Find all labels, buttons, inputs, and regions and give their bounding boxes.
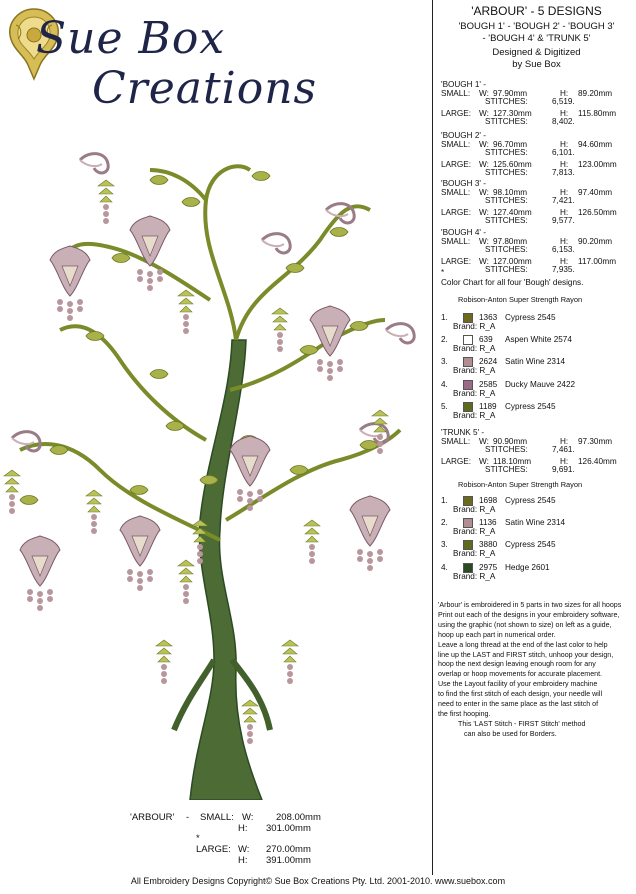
instruction-line: using the graphic (not shown to size) on left as a guide,	[438, 620, 612, 629]
bough-color-code: 2585	[479, 379, 498, 389]
trunk-value: H:	[560, 436, 569, 446]
arbour-large-label: LARGE:	[196, 844, 231, 855]
bough-3-row	[441, 207, 617, 218]
trunk-value: H:	[560, 456, 569, 466]
bough-color-name: Aspen White 2574	[505, 335, 572, 345]
bough-3-value: SMALL:	[441, 187, 471, 197]
trunk-value: 90.90mm	[493, 436, 528, 446]
brand-logo	[4, 5, 318, 115]
bough-4-value: STITCHES:	[485, 245, 528, 255]
bough-1-row	[441, 117, 575, 127]
trunk-name: 'TRUNK 5' -	[441, 428, 485, 437]
bough-2-specs	[441, 131, 617, 178]
bough-1-value: 97.90mm	[493, 88, 528, 98]
bough-4-value: 97.80mm	[493, 236, 528, 246]
instruction-line: This 'LAST Stitch - FIRST Stitch' method	[458, 719, 586, 728]
bough-4-value: LARGE:	[441, 256, 472, 266]
arbour-tree-illustration	[0, 140, 432, 800]
instruction-line: line up the LAST and FIRST stitch, unhoop your design,	[438, 650, 614, 659]
trunk-brand: Brand: R_A	[453, 505, 496, 514]
subtitle-line-2: - 'BOUGH 4' & 'TRUNK 5'	[482, 33, 591, 44]
bough-4-value: 127.00mm	[493, 256, 532, 266]
trunk-color-code: 2975	[479, 562, 498, 572]
trunk-row	[441, 445, 575, 455]
bough-brand: Brand: R_A	[453, 366, 496, 376]
arbour-small-w: 208.00mm	[276, 812, 321, 823]
bough-2-name: 'BOUGH 2' -	[441, 131, 486, 140]
arbour-large-w-label: W:	[238, 844, 250, 855]
trunk-color-name: Cypress 2545	[505, 496, 556, 505]
bough-4-value: SMALL:	[441, 236, 471, 246]
arbour-small-h: 301.00mm	[266, 823, 311, 834]
arbour-small-label: SMALL:	[200, 812, 234, 823]
arbour-dash: -	[186, 812, 190, 823]
bough-color-num: 1.	[441, 313, 448, 322]
bough-3-value: W:	[479, 207, 489, 217]
bough-color-code: 2624	[479, 357, 498, 367]
bough-3-value: W:	[479, 187, 489, 197]
bough-2-value: 94.60mm	[578, 139, 613, 149]
bough-3-row	[441, 196, 575, 206]
bough-color-num: 3.	[441, 357, 448, 367]
bough-3-row	[441, 187, 613, 198]
bough-brand: Brand: R_A	[453, 322, 496, 331]
arbour-large-h: 391.00mm	[266, 855, 311, 866]
bough-1-value: W:	[479, 88, 489, 98]
bough-1-value: 127.30mm	[493, 108, 532, 118]
instructions-text	[438, 601, 636, 740]
bough-4-row	[441, 245, 575, 255]
trunk-color-num: 4.	[441, 562, 448, 572]
trunk-color-num: 2.	[441, 518, 448, 528]
bough-1-value: W:	[479, 108, 489, 118]
bough-color-num: 5.	[441, 401, 448, 411]
bough-4-specs	[441, 228, 617, 275]
bough-2-value: 125.60mm	[493, 159, 532, 169]
instruction-line: Leave a long thread at the end of the last color to help	[438, 640, 608, 649]
trunk-color-name: Cypress 2545	[505, 540, 556, 550]
bough-2-value: 6,101.	[552, 148, 575, 158]
vertical-divider	[432, 0, 433, 875]
trunk-value: STITCHES:	[485, 465, 528, 475]
bough-color-code: 1363	[479, 313, 498, 322]
bough-color-num: 2.	[441, 335, 448, 345]
trunk-color-code: 3880	[479, 540, 498, 550]
page-title: 'ARBOUR' - 5 DESIGNS	[471, 4, 602, 18]
bough-2-row	[441, 168, 575, 178]
trunk-color-code: 1136	[479, 518, 497, 528]
trunk-value: STITCHES:	[485, 445, 528, 455]
instruction-line: hoop the next design leaving enough room for any	[438, 660, 596, 669]
bough-3-value: 127.40mm	[493, 207, 532, 217]
bough-1-value: 6,519.	[552, 97, 575, 107]
bough-2-value: 7,813.	[552, 168, 575, 178]
arbour-large-w: 270.00mm	[266, 844, 311, 855]
bough-3-name: 'BOUGH 3' -	[441, 179, 486, 188]
trunk-specs	[441, 428, 617, 475]
trunk-brand: Brand: R_A	[453, 571, 496, 581]
bough-3-value: STITCHES:	[485, 216, 528, 226]
bough-3-value: 126.50mm	[578, 207, 617, 217]
bough-2-value: W:	[479, 159, 489, 169]
logo-line-2: Creations	[92, 63, 318, 114]
bough-1-value: 115.80mm	[578, 108, 617, 118]
trunk-value: 126.40mm	[578, 456, 617, 466]
bough-star: *	[441, 268, 445, 277]
bough-color-num: 4.	[441, 379, 448, 389]
info-panel	[437, 0, 636, 71]
trunk-color-code: 1698	[479, 496, 498, 505]
bough-3-value: 9,577.	[552, 216, 575, 226]
bough-4-row	[441, 236, 613, 247]
trunk-value: 97.30mm	[578, 436, 613, 446]
bough-2-value: H:	[560, 159, 569, 169]
instruction-line: hoop up each part in numerical order.	[438, 630, 556, 639]
bough-1-value: SMALL:	[441, 88, 471, 98]
bough-2-value: W:	[479, 139, 489, 149]
bough-color-name: Cypress 2545	[505, 313, 556, 322]
bough-1-value: LARGE:	[441, 108, 472, 118]
bough-4-row	[441, 265, 575, 275]
bough-4-value: H:	[560, 256, 569, 266]
bough-brand: Brand: R_A	[453, 388, 496, 398]
bough-4-value: STITCHES:	[485, 265, 528, 275]
bough-1-value: H:	[560, 88, 569, 98]
instruction-line: overlap or hoop movements for accurate placement.	[438, 670, 603, 679]
trunk-color-num: 3.	[441, 540, 448, 550]
trunk-row	[441, 465, 575, 475]
bough-2-value: SMALL:	[441, 139, 471, 149]
bough-4-value: H:	[560, 236, 569, 246]
bough-1-specs	[441, 80, 617, 127]
bough-4-value: 7,935.	[552, 265, 575, 275]
subtitle-line-1: 'BOUGH 1' - 'BOUGH 2' - 'BOUGH 3'	[458, 21, 615, 32]
bough-1-row	[441, 97, 575, 107]
logo-line-1: Sue Box	[36, 13, 226, 64]
instruction-line: can also be used for Borders.	[464, 729, 557, 738]
bough-1-value: STITCHES:	[485, 117, 528, 127]
trunk-row	[441, 436, 613, 447]
bough-color-code: 1189	[479, 401, 497, 411]
bough-4-value: W:	[479, 256, 489, 266]
trunk-value: W:	[479, 436, 489, 446]
bough-1-value: H:	[560, 108, 569, 118]
arbour-small-h-label: H:	[238, 823, 248, 834]
bough-2-value: STITCHES:	[485, 148, 528, 158]
bough-1-value: 8,402.	[552, 117, 575, 127]
trunk-brand: Brand: R_A	[453, 527, 496, 537]
copyright-footer: All Embroidery Designs Copyright© Sue Box Creations Pty. Ltd. 2001-2010. www.suebox.com	[130, 876, 506, 886]
bough-1-name: 'BOUGH 1' -	[441, 80, 486, 89]
bough-2-value: 123.00mm	[578, 159, 617, 169]
instruction-line: Print out each of the designs in your embroidery software,	[438, 610, 620, 619]
designed-line-2: by Sue Box	[512, 59, 561, 70]
trunk-value: 7,461.	[552, 445, 575, 455]
arbour-name: 'ARBOUR'	[130, 812, 175, 823]
trunk-row	[441, 456, 617, 467]
bough-2-row	[441, 159, 617, 170]
instruction-line: to find the first stitch of each design, your needle will	[438, 690, 603, 699]
bough-4-value: 117.00mm	[578, 256, 617, 266]
bough-brand: Brand: R_A	[453, 344, 496, 354]
trunk-value: W:	[479, 456, 489, 466]
bough-3-value: LARGE:	[441, 207, 472, 217]
thread-brand-1: Robison-Anton Super Strength Rayon	[458, 295, 583, 304]
instruction-line: 'Arbour' is embroidered in 5 parts in two sizes for all hoops	[438, 601, 622, 609]
thread-brand-2: Robison-Anton Super Strength Rayon	[458, 480, 583, 489]
designed-line-1: Designed & Digitized	[492, 47, 581, 58]
bough-3-value: H:	[560, 187, 569, 197]
bough-3-specs	[441, 179, 617, 226]
trunk-color-name: Satin Wine 2314	[505, 518, 566, 528]
bough-3-row	[441, 216, 575, 226]
trunk-brand: Brand: R_A	[453, 549, 496, 559]
bough-1-value: 89.20mm	[578, 88, 613, 98]
bough-3-value: 97.40mm	[578, 187, 613, 197]
trunk-value: LARGE:	[441, 456, 472, 466]
bough-color-code: 639	[479, 335, 493, 345]
arbour-large-h-label: H:	[238, 855, 248, 866]
bough-4-value: W:	[479, 236, 489, 246]
bough-color-name: Ducky Mauve 2422	[505, 379, 576, 389]
bough-3-value: 98.10mm	[493, 187, 528, 197]
instruction-line: Use the Layout facility of your embroidery machine	[438, 680, 598, 689]
bough-1-row	[441, 88, 613, 99]
trunk-value: 118.10mm	[493, 456, 532, 466]
bough-4-name: 'BOUGH 4' -	[441, 228, 486, 237]
bough-brand: Brand: R_A	[453, 410, 496, 420]
bough-3-value: STITCHES:	[485, 196, 528, 206]
bough-2-value: 96.70mm	[493, 139, 528, 149]
bough-2-value: H:	[560, 139, 569, 149]
bough-4-value: 6,153.	[552, 245, 575, 255]
arbour-small-w-label: W:	[242, 812, 254, 823]
bough-2-value: STITCHES:	[485, 168, 528, 178]
bough-1-row	[441, 108, 617, 119]
trunk-value: SMALL:	[441, 436, 471, 446]
bough-color-name: Cypress 2545	[505, 401, 556, 411]
bough-color-name: Satin Wine 2314	[505, 357, 566, 367]
bough-chart-note: Color Chart for all four 'Bough' designs.	[441, 278, 584, 287]
bough-4-row	[441, 256, 617, 267]
trunk-color-name: Hedge 2601	[505, 562, 550, 572]
bough-2-row	[441, 139, 613, 150]
trunk-value: 9,691.	[552, 465, 575, 475]
bough-3-value: H:	[560, 207, 569, 217]
bough-3-value: 7,421.	[552, 196, 575, 206]
instruction-line: need to enter in the same place as the last stitch of	[438, 700, 599, 709]
bough-2-row	[441, 148, 575, 158]
trunk-color-num: 1.	[441, 496, 448, 505]
instruction-line: the first hooping.	[438, 709, 491, 718]
bough-1-value: STITCHES:	[485, 97, 528, 107]
bough-4-value: 90.20mm	[578, 236, 613, 246]
bough-2-value: LARGE:	[441, 159, 472, 169]
arbour-star: *	[196, 833, 200, 844]
